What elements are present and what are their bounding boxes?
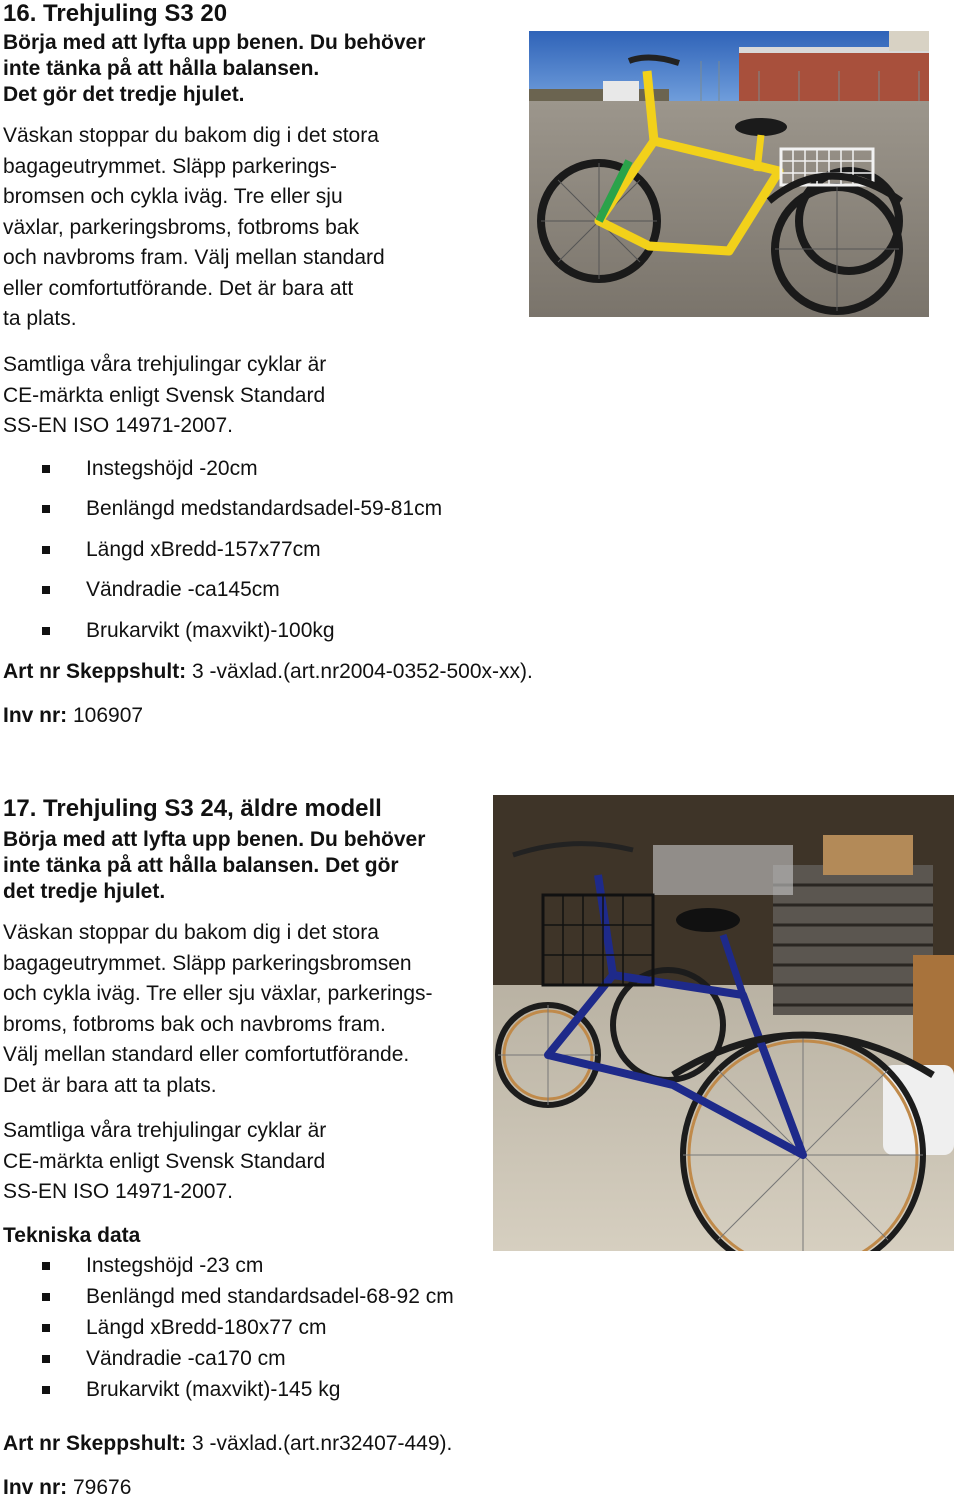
section-16-article-number [3,660,533,684]
spec-text: Längd xBredd-180x77 cm [86,1316,327,1339]
desc-line: och cykla iväg. Tre eller sju växlar, parkerings- [3,982,433,1005]
tech-data-heading: Tekniska data [3,1224,141,1247]
bullet-square-icon [42,1262,50,1270]
lead-line: Det gör det tredje hjulet. [3,83,245,106]
desc-line: Väskan stoppar du bakom dig i det stora [3,124,379,147]
bullet-square-icon [42,627,50,635]
art-label: Art nr Skeppshult: [3,660,187,683]
section-17-lead [3,827,425,905]
spec-text: Benlängd med standardsadel-68-92 cm [86,1285,454,1308]
art-label: Art nr Skeppshult: [3,1432,187,1455]
ce-line: Samtliga våra trehjulingar cyklar är [3,353,327,376]
spec-text: Instegshöjd -23 cm [86,1254,264,1277]
ce-line: CE-märkta enligt Svensk Standard [3,383,326,407]
inv-value: 106907 [67,704,144,727]
section-17-inventory-number [3,1476,131,1500]
spec-text: Brukarvikt (maxvikt)-145 kg [86,1378,341,1401]
bullet-square-icon [42,586,50,594]
section-17-title: 17. Trehjuling S3 24, äldre modell [3,795,382,822]
lead-line: inte tänka på att hålla balansen. [3,57,320,80]
spec-text: Längd xBredd-157x77cm [86,538,321,561]
ce-line: Samtliga våra trehjulingar cyklar är [3,1119,327,1142]
desc-line: Väskan stoppar du bakom dig i det stora [3,921,379,944]
spec-text: Instegshöjd -20cm [86,457,258,480]
spec-text: Vändradie -ca145cm [86,578,280,601]
lead-line: inte tänka på att hålla balansen. Det gör [3,854,399,877]
bullet-square-icon [42,1355,50,1363]
spec-text: Vändradie -ca170 cm [86,1347,286,1370]
blue-tricycle-photo [493,795,954,1251]
art-value: 3 -växlad.(art.nr32407-449). [186,1432,453,1455]
ce-line: SS-EN ISO 14971-2007. [3,414,233,437]
desc-line: Välj mellan standard eller comfortutförande. [3,1043,410,1066]
desc-line: och navbroms fram. Välj mellan standard [3,246,385,269]
desc-line: bagageutrymmet. Släpp parkeringsbromsen [3,951,412,975]
section-16-ce-statement [3,350,326,442]
bullet-square-icon [42,1386,50,1394]
desc-line: Det är bara att ta plats. [3,1073,217,1097]
desc-line: bagageutrymmet. Släpp parkerings- [3,154,337,178]
section-16-title: 16. Trehjuling S3 20 [3,0,228,27]
lead-line: Börja med att lyfta upp benen. Du behöver [3,828,426,851]
inv-label: Inv nr: [3,1476,68,1499]
section-16-lead [3,30,425,108]
bullet-square-icon [42,1324,50,1332]
section-16-inventory-number [3,704,143,728]
bullet-square-icon [42,465,50,473]
spec-text: Brukarvikt (maxvikt)-100kg [86,619,335,642]
section-17-ce-statement [3,1116,326,1208]
desc-line: broms, fotbroms bak och navbroms fram. [3,1012,386,1036]
section-17-description [3,918,433,1101]
yellow-tricycle-photo [529,31,929,317]
inv-label: Inv nr: [3,704,68,727]
ce-line: SS-EN ISO 14971-2007. [3,1180,233,1203]
ce-line: CE-märkta enligt Svensk Standard [3,1149,326,1173]
bullet-square-icon [42,505,50,513]
art-value: 3 -växlad.(art.nr2004-0352-500x-xx). [186,660,533,683]
lead-line: det tredje hjulet. [3,880,166,903]
bullet-square-icon [42,1293,50,1301]
section-16-description [3,121,385,335]
desc-line: bromsen och cykla iväg. Tre eller sju [3,185,343,208]
section-17-article-number [3,1432,452,1456]
desc-line: växlar, parkeringsbroms, fotbroms bak [3,215,359,239]
lead-line: Börja med att lyfta upp benen. Du behöver [3,31,426,54]
desc-line: eller comfortutförande. Det är bara att [3,276,354,300]
inv-value: 79676 [67,1476,132,1499]
bullet-square-icon [42,546,50,554]
desc-line: ta plats. [3,307,77,330]
spec-text: Benlängd medstandardsadel-59-81cm [86,497,443,520]
